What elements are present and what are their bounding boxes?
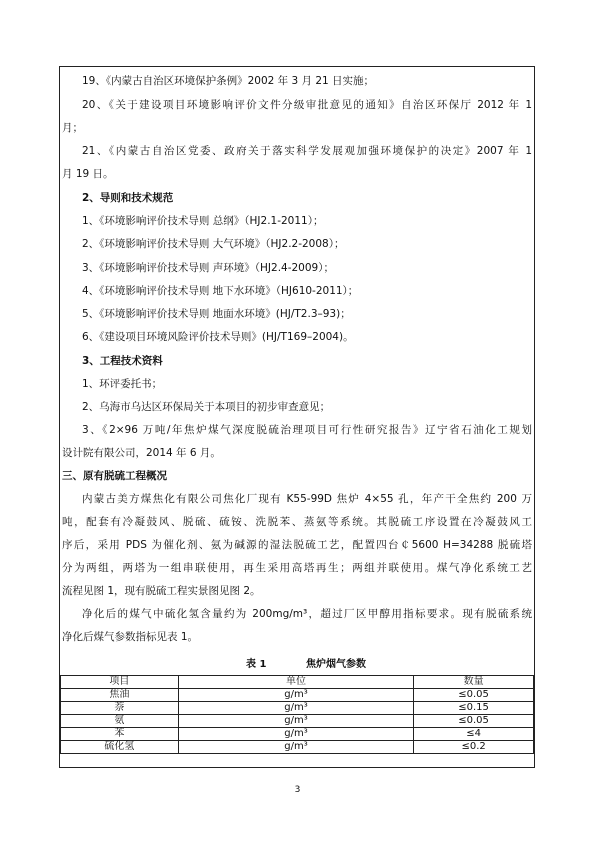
overview-p1-l3: 序后，采用 PDS 为催化剂、氨为碱源的湿法脱硫工艺，配置四台￠5600 H=34288 脱硫塔 (62, 539, 532, 551)
table-row (61, 715, 534, 728)
cell-item: 焦油 (61, 689, 179, 702)
cell-unit: g/m³ (178, 728, 413, 741)
section-heading-materials: 3、工程技术资料 (82, 355, 163, 367)
overview-p2-l1: 净化后的煤气中硫化氢含量约为 200mg/m³，超过厂区甲醇用指标要求。现有脱硫系统 (82, 608, 532, 620)
table-row (61, 702, 534, 715)
cell-quantity: ≤4 (414, 728, 534, 741)
table-row (61, 728, 534, 741)
page-number: 3 (294, 785, 301, 795)
cell-quantity: ≤0.05 (414, 715, 534, 728)
guideline-2: 2、《环境影响评价技术导则 大气环境》（HJ2.2-2008）； (82, 238, 345, 250)
cell-quantity: ≤0.15 (414, 702, 534, 715)
overview-p1-l5: 流程见图 1，现有脱硫工程实景图见图 2。 (62, 585, 261, 597)
ref-20: 20、《关于建设项目环境影响评价文件分级审批意见的通知》自治区环保厅 2012 年 1 (82, 99, 532, 111)
material-2: 2、乌海市乌达区环保局关于本项目的初步审查意见； (82, 401, 331, 413)
section-heading-overview: 三、原有脱硫工程概况 (62, 470, 167, 482)
material-3-cont: 设计院有限公司，2014 年 6 月。 (62, 447, 221, 459)
cell-unit: g/m³ (178, 689, 413, 702)
overview-p1-l2: 吨，配套有冷凝鼓风、脱硫、硫铵、洗脱苯、蒸氨等系统。其脱硫工序设置在冷凝鼓风工 (62, 516, 532, 528)
ref-21-cont: 月 19 日。 (62, 168, 114, 180)
header-unit: 单位 (178, 676, 413, 689)
cell-quantity: ≤0.2 (414, 741, 534, 754)
cell-item: 硫化氢 (61, 741, 179, 754)
cell-item: 苯 (61, 728, 179, 741)
table-row (61, 741, 534, 754)
ref-20-cont: 月； (62, 122, 83, 134)
material-1: 1、环评委托书； (82, 378, 163, 390)
table-row (61, 689, 534, 702)
ref-19: 19、《内蒙古自治区环境保护条例》2002 年 3 月 21 日实施； (82, 75, 375, 87)
table-caption-title: 焦炉烟气参数 (306, 659, 366, 670)
overview-p1-l4: 分为两组，两塔为一组串联使用，再生采用高塔再生；两组并联使用。煤气净化系统工艺 (62, 562, 532, 574)
header-quantity: 数量 (414, 676, 534, 689)
cell-item: 萘 (61, 702, 179, 715)
table-caption-number: 表 1 (246, 659, 267, 670)
guideline-5: 5、《环境影响评价技术导则 地面水环境》(HJ/T2.3–93)； (82, 308, 351, 320)
section-heading-guidelines: 2、导则和技术规范 (82, 192, 174, 204)
cell-unit: g/m³ (178, 715, 413, 728)
guideline-4: 4、《环境影响评价技术导则 地下水环境》（HJ610-2011）； (82, 285, 359, 297)
table-header-row (61, 676, 534, 689)
cell-quantity: ≤0.05 (414, 689, 534, 702)
guideline-3: 3、《环境影响评价技术导则 声环境》（HJ2.4-2009）； (82, 262, 334, 274)
material-3: 3、《2×96 万吨/年焦炉煤气深度脱硫治理项目可行性研究报告》辽宁省石油化工规划 (82, 424, 532, 436)
cell-unit: g/m³ (178, 702, 413, 715)
parameters-table (60, 675, 534, 754)
ref-21: 21、《内蒙古自治区党委、政府关于落实科学发展观加强环境保护的决定》2007 年 1 (82, 145, 532, 157)
cell-unit: g/m³ (178, 741, 413, 754)
overview-p1-l1: 内蒙古美方煤焦化有限公司焦化厂现有 K55-99D 焦炉 4×55 孔，年产干全焦约 200 万 (82, 493, 532, 505)
guideline-6: 6、《建设项目环境风险评价技术导则》(HJ/T169–2004)。 (82, 331, 354, 343)
header-item: 项目 (61, 676, 179, 689)
guideline-1: 1、《环境影响评价技术导则 总纲》（HJ2.1-2011）； (82, 215, 324, 227)
cell-item: 氨 (61, 715, 179, 728)
overview-p2-l2: 净化后煤气参数指标见表 1。 (62, 631, 199, 643)
